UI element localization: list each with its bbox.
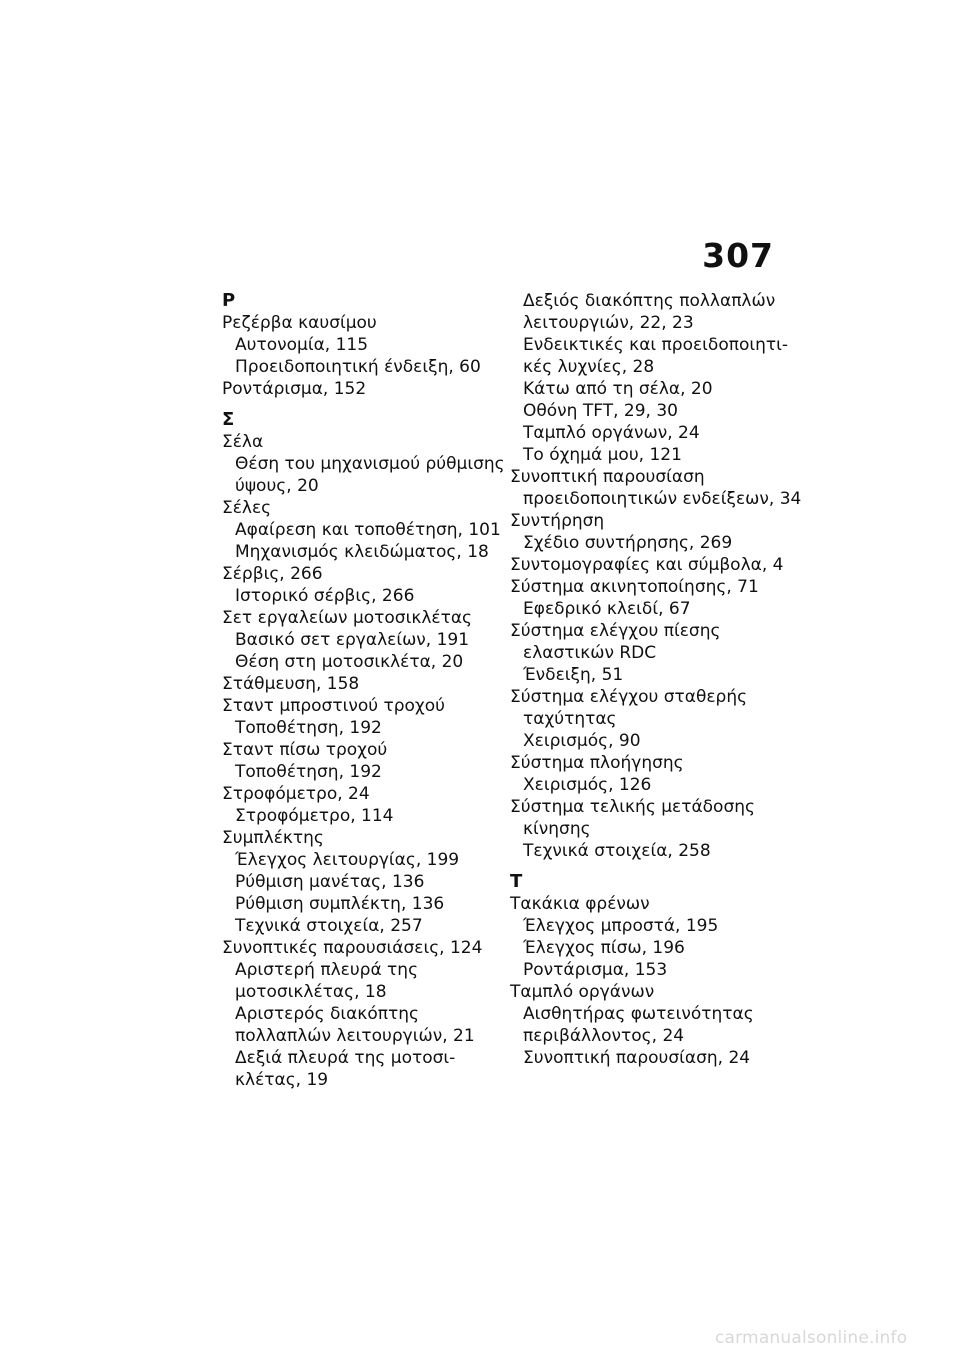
index-subentry: Έλεγχος λειτουργίας, 199 [235, 850, 460, 870]
index-subentry: Στροφόμετρο, 114 [235, 806, 394, 826]
index-subentry: Ροντάρισμα, 153 [523, 960, 668, 980]
index-subentry: Θέση στη μοτοσικλέτα, 20 [235, 652, 464, 672]
index-subentry: Βασικό σετ εργαλείων, 191 [235, 630, 470, 650]
index-subentry: Θέση του μηχανισμού ρύθμισης [235, 454, 505, 474]
index-subentry: κίνησης [523, 819, 591, 839]
index-subentry: Οθόνη TFT, 29, 30 [523, 401, 678, 421]
index-entry: Συμπλέκτης [222, 828, 324, 848]
index-subentry: Εφεδρικό κλειδί, 67 [523, 599, 691, 619]
index-subentry: κλέτας, 19 [235, 1070, 329, 1090]
index-subentry: Αριστερή πλευρά της [235, 960, 419, 980]
index-subentry: προειδοποιητικών ενδείξεων, 34 [523, 489, 802, 509]
index-subentry: Ιστορικό σέρβις, 266 [235, 586, 415, 606]
index-subentry: πολλαπλών λειτουργιών, 21 [235, 1026, 475, 1046]
index-entry: Συνοπτική παρουσίαση [510, 467, 705, 487]
index-subentry: Δεξιός διακόπτης πολλαπλών [523, 291, 776, 311]
index-entry: Σύστημα ελέγχου πίεσης [510, 621, 721, 641]
index-subentry: Ένδειξη, 51 [523, 665, 624, 685]
index-entry: Σύστημα ακινητοποίησης, 71 [510, 577, 759, 597]
index-subentry: ταχύτητας [523, 709, 617, 729]
index-entry: Στάθμευση, 158 [222, 674, 360, 694]
index-subentry: Τεχνικά στοιχεία, 258 [523, 841, 711, 861]
index-entry: Στροφόμετρο, 24 [222, 784, 370, 804]
index-column-right [510, 290, 802, 1069]
index-subentry: Αυτονομία, 115 [235, 335, 369, 355]
index-subentry: Μηχανισμός κλειδώματος, 18 [235, 542, 489, 562]
index-subentry: Συνοπτική παρουσίαση, 24 [523, 1048, 751, 1068]
index-subentry: Χειρισμός, 90 [523, 731, 641, 751]
index-subentry: μοτοσικλέτας, 18 [235, 982, 387, 1002]
page-number: 307 [702, 236, 774, 275]
index-entry: Σύστημα ελέγχου σταθερής [510, 687, 748, 707]
index-subentry: λειτουργιών, 22, 23 [523, 313, 694, 333]
index-subentry: Αισθητήρας φωτεινότητας [523, 1004, 754, 1024]
index-subentry: Αφαίρεση και τοποθέτηση, 101 [235, 520, 501, 540]
index-entry: Ρεζέρβα καυσίμου [222, 313, 377, 333]
index-entry: Σταντ πίσω τροχού [222, 740, 388, 760]
index-subentry: Ρύθμιση συμπλέκτη, 136 [235, 894, 445, 914]
index-subentry: Χειρισμός, 126 [523, 775, 652, 795]
index-subentry: Ταμπλό οργάνων, 24 [523, 423, 700, 443]
index-subentry: Αριστερός διακόπτης [235, 1004, 419, 1024]
index-entry: Σταντ μπροστινού τροχού [222, 696, 445, 716]
index-entry: Συνοπτικές παρουσιάσεις, 124 [222, 938, 483, 958]
index-subentry: Προειδοποιητική ένδειξη, 60 [235, 357, 481, 377]
index-subentry: Ενδεικτικές και προειδοποιητι- [523, 335, 789, 355]
index-subentry: Το όχημά μου, 121 [523, 445, 682, 465]
index-subentry: ύψους, 20 [235, 476, 319, 496]
index-subentry: Σχέδιο συντήρησης, 269 [523, 533, 733, 553]
index-entry: Σέλες [222, 498, 272, 518]
index-subentry: Δεξιά πλευρά της μοτοσι- [235, 1048, 456, 1068]
index-subentry: Έλεγχος μπροστά, 195 [523, 916, 719, 936]
index-letter-heading: Σ [222, 409, 235, 430]
index-entry: Σέρβις, 266 [222, 564, 323, 584]
index-letter-heading: Τ [510, 871, 523, 892]
index-entry: Σέλα [222, 432, 264, 452]
index-subentry: Τεχνικά στοιχεία, 257 [235, 916, 423, 936]
index-entry: Ροντάρισμα, 152 [222, 379, 367, 399]
index-entry: Συντομογραφίες και σύμβολα, 4 [510, 555, 784, 575]
index-subentry: Τοποθέτηση, 192 [235, 762, 382, 782]
index-subentry: Τοποθέτηση, 192 [235, 718, 382, 738]
index-entry: Ταμπλό οργάνων [510, 982, 655, 1002]
index-letter-heading: Ρ [222, 290, 236, 311]
index-subentry: κές λυχνίες, 28 [523, 357, 655, 377]
index-subentry: Ρύθμιση μανέτας, 136 [235, 872, 425, 892]
index-subentry: ελαστικών RDC [523, 643, 657, 663]
index-subentry: Έλεγχος πίσω, 196 [523, 938, 685, 958]
index-entry: Σετ εργαλείων μοτοσικλέτας [222, 608, 473, 628]
index-entry: Συντήρηση [510, 511, 605, 531]
index-entry: Σύστημα πλοήγησης [510, 753, 684, 773]
index-entry: Τακάκια φρένων [510, 894, 650, 914]
index-subentry: περιβάλλοντος, 24 [523, 1026, 685, 1046]
index-subentry: Κάτω από τη σέλα, 20 [523, 379, 713, 399]
index-column-left [222, 290, 505, 1091]
watermark: carmanualsonline.info [715, 1328, 908, 1348]
index-entry: Σύστημα τελικής μετάδοσης [510, 797, 755, 817]
